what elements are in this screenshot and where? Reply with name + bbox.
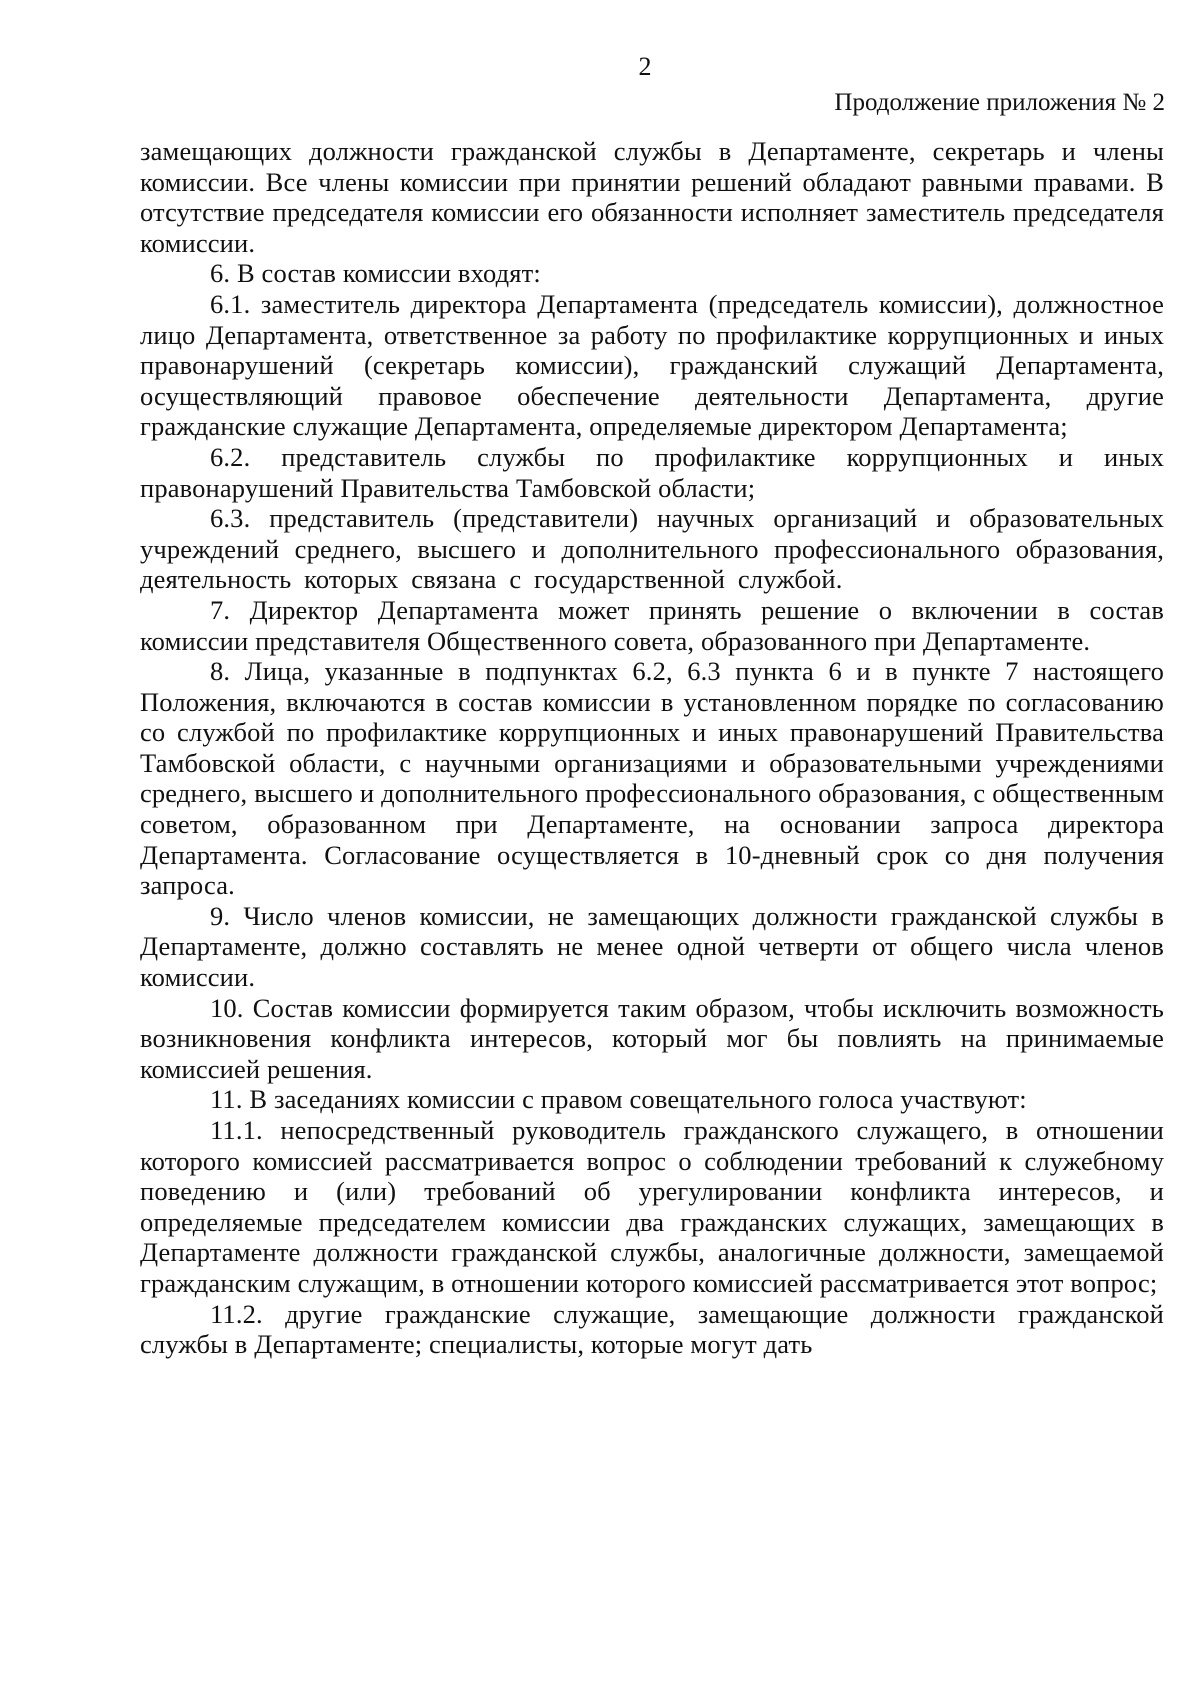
appendix-note: Продолжение приложения № 2: [834, 89, 1165, 116]
paragraph-10: 10. Состав комиссии формируется таким образом, чтобы исключить возможность возникновения конфликта интересов, который мог бы повлиять на принимаемые комиссией решения.: [140, 992, 1164, 1084]
paragraph-6-2: 6.2. представитель службы по профилактике коррупционных и иных правонарушений Правительства Тамбовской области;: [140, 441, 1164, 503]
paragraph-6-1: 6.1. заместитель директора Департамента (председатель комиссии), должностное лицо Департамента, ответственное за работу по профилактике коррупционных и иных правонарушений (секретарь комиссии), гражданский служащий Департамента, осуществляющий правовое обеспечение деятельности Департамента, другие гражданские служащие Департамента, определяемые директором Департамента;: [140, 288, 1164, 442]
paragraph-9: 9. Число членов комиссии, не замещающих должности гражданской службы в Департаменте, должно составлять не менее одной четверти от общего числа членов комиссии.: [140, 900, 1164, 993]
paragraph-6: 6. В состав комиссии входят:: [210, 258, 541, 289]
paragraph-11: 11. В заседаниях комиссии с правом совещательного голоса участвуют:: [210, 1084, 1027, 1115]
document-body: [140, 136, 1164, 1360]
paragraph-8: 8. Лица, указанные в подпунктах 6.2, 6.3 пункта 6 и в пункте 7 настоящего Положения, включаются в состав комиссии в установленном порядке по согласованию со службой по профилактике коррупционных и иных правонарушений Правительства Тамбовской области, с научными организациями и образовательными учреждениями среднего, высшего и дополнительного профессионального образования, с общественным советом, образованном при Департаменте, на основании запроса директора Департамента. Согласование осуществляется в 10-дневный срок со дня получения запроса.: [140, 656, 1164, 901]
paragraph-6-3: 6.3. представитель (представители) научных организаций и образовательных учреждений среднего, высшего и дополнительного профессионального образования, деятельность которых связана с государственной службой.: [140, 503, 1164, 595]
paragraph-7: 7. Директор Департамента может принять решение о включении в состав комиссии представителя Общественного совета, образованного при Департаменте.: [140, 594, 1164, 656]
paragraph-11-1: 11.1. непосредственный руководитель гражданского служащего, в отношении которого комиссией рассматривается вопрос о соблюдении требований к служебному поведению и (или) требований об урегулировании конфликта интересов, и определяемые председателем комиссии два гражданских служащих, замещающих в Департаменте должности гражданской службы, аналогичные должности, замещаемой гражданским служащим, в отношении которого комиссией рассматривается этот вопрос;: [140, 1115, 1164, 1298]
paragraph-11-2: 11.2. другие гражданские служащие, замещающие должности гражданской службы в Департаменте; специалисты, которые могут дать: [140, 1298, 1164, 1360]
page-number: 2: [638, 52, 652, 81]
paragraph-continuation: замещающих должности гражданской службы в Департаменте, секретарь и члены комиссии. Все члены комиссии при принятии решений обладают равными правами. В отсутствие председателя комиссии его обязанности исполняет заместитель председателя комиссии.: [140, 136, 1164, 258]
